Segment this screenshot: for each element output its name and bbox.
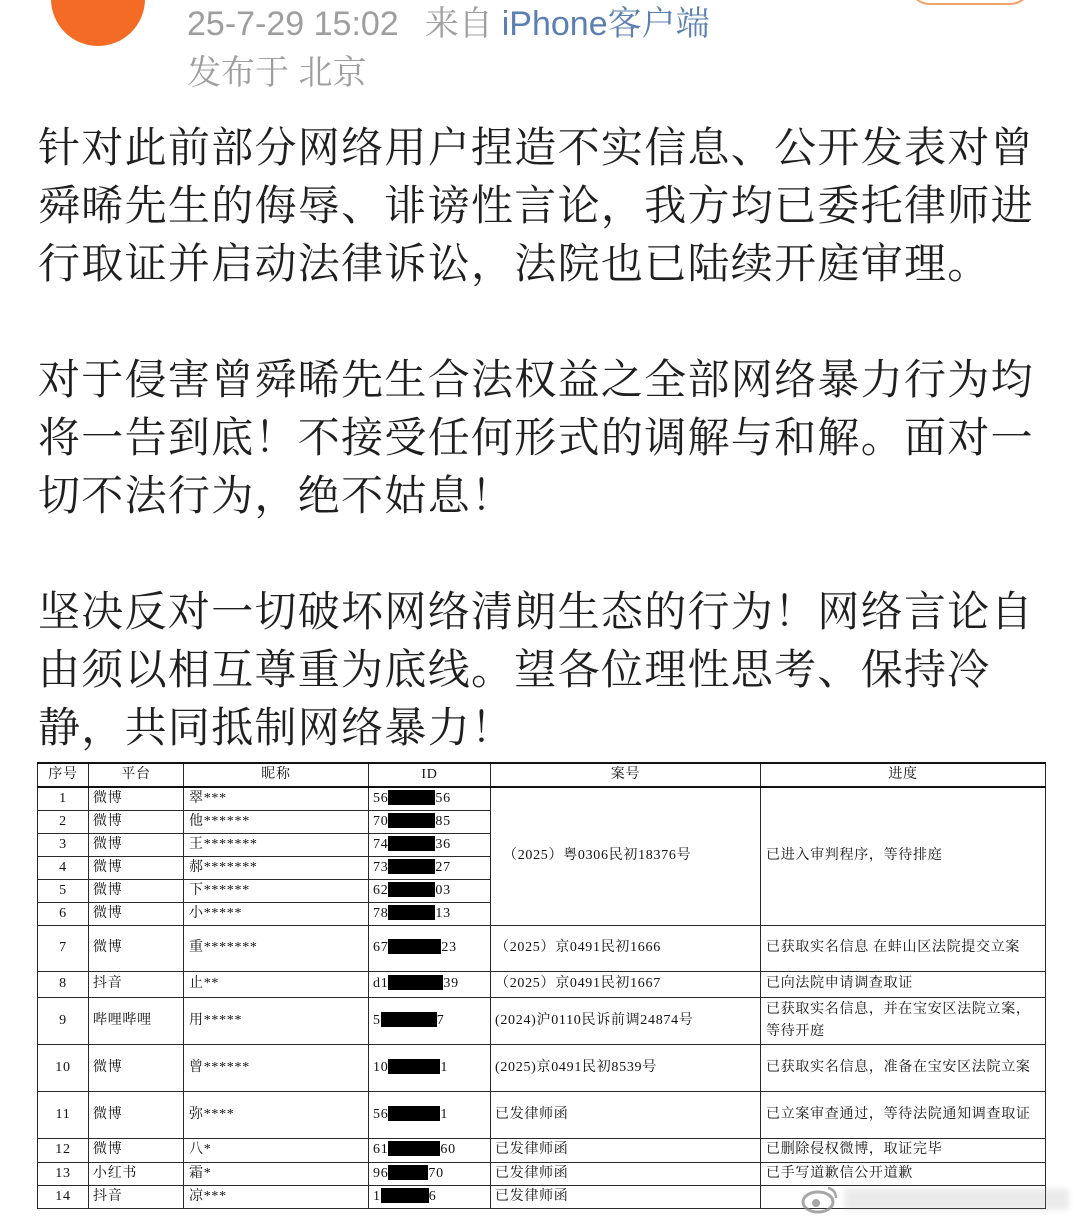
case-number-cell: （2025）京0491民初1666	[491, 925, 761, 971]
platform-cell: 微博	[89, 787, 184, 810]
platform-cell: 微博	[89, 879, 184, 902]
account-id-cell	[369, 1162, 491, 1185]
progress-cell: 已获取实名信息，准备在宝安区法院立案	[761, 1044, 1046, 1091]
id-suffix: 13	[435, 905, 451, 921]
table-row	[38, 1091, 1046, 1138]
case-table	[37, 762, 1046, 1209]
case-number-cell: 已发律师函	[491, 1162, 761, 1185]
id-prefix: 73	[373, 859, 389, 875]
row-number-cell: 13	[38, 1162, 89, 1185]
table-row	[38, 971, 1046, 997]
case-number-cell: 已发律师函	[491, 1138, 761, 1162]
account-id-cell	[369, 925, 491, 971]
attached-image-case-table[interactable]	[37, 762, 1045, 1209]
redaction-block	[388, 975, 443, 990]
account-id-cell	[369, 856, 491, 879]
id-prefix: 5	[373, 1012, 381, 1028]
platform-cell: 微博	[89, 833, 184, 856]
follow-button[interactable]	[908, 0, 1032, 5]
id-suffix: 03	[435, 882, 451, 898]
id-prefix: 70	[373, 813, 389, 829]
post-timestamp: 25-7-29 15:02	[187, 5, 399, 43]
row-number-cell: 2	[38, 810, 89, 833]
id-suffix: 85	[435, 813, 451, 829]
redaction-block	[388, 905, 435, 920]
nickname-cell: 他******	[184, 810, 369, 833]
account-id-cell	[369, 971, 491, 997]
row-number-cell: 9	[38, 997, 89, 1044]
id-prefix: 1	[373, 1188, 381, 1204]
avatar[interactable]	[51, 0, 145, 46]
id-suffix: 23	[441, 940, 457, 955]
nickname-cell: 重*******	[184, 925, 369, 971]
platform-cell: 抖音	[89, 1185, 184, 1208]
redaction-block	[388, 813, 435, 828]
progress-cell: 已获取实名信息 在蚌山区法院提交立案	[761, 925, 1046, 971]
row-number-cell: 12	[38, 1138, 89, 1162]
platform-cell: 微博	[89, 925, 184, 971]
redaction-block	[388, 882, 435, 897]
nickname-cell: 曾******	[184, 1044, 369, 1091]
row-number-cell: 3	[38, 833, 89, 856]
row-number-cell: 11	[38, 1091, 89, 1138]
header-id: ID	[369, 763, 491, 787]
id-prefix: 67	[373, 940, 389, 955]
row-number-cell: 10	[38, 1044, 89, 1091]
source-client-link[interactable]: iPhone客户端	[501, 5, 710, 43]
platform-cell: 微博	[89, 856, 184, 879]
progress-cell: 已立案审查通过，等待法院通知调查取证	[761, 1091, 1046, 1138]
row-number-cell: 6	[38, 902, 89, 925]
redaction-block	[381, 1012, 437, 1027]
platform-cell: 微博	[89, 810, 184, 833]
source-prefix: 来自	[424, 5, 493, 43]
nickname-cell: 小*****	[184, 902, 369, 925]
nickname-cell: 弥****	[184, 1091, 369, 1138]
row-number-cell: 14	[38, 1185, 89, 1208]
table-row	[38, 787, 1046, 810]
id-prefix: 78	[373, 905, 389, 921]
account-id-cell	[369, 997, 491, 1044]
nickname-cell: 八*	[184, 1138, 369, 1162]
id-prefix: 56	[373, 1106, 389, 1122]
table-row	[38, 1162, 1046, 1185]
redaction-block	[388, 1106, 440, 1121]
case-number-cell: (2025)京0491民初8539号	[491, 1044, 761, 1091]
progress-cell: 已进入审判程序，等待排庭	[761, 787, 1046, 925]
nickname-cell: 凉***	[184, 1185, 369, 1208]
redaction-block	[381, 1188, 429, 1203]
redaction-block	[388, 1141, 440, 1156]
nickname-cell: 下******	[184, 879, 369, 902]
id-prefix: 62	[373, 882, 389, 898]
account-id-cell	[369, 902, 491, 925]
row-number-cell: 5	[38, 879, 89, 902]
header-case: 案号	[491, 763, 761, 787]
nickname-cell: 用*****	[184, 997, 369, 1044]
redaction-block	[388, 1059, 440, 1074]
account-id-cell	[369, 1138, 491, 1162]
row-number-cell: 4	[38, 856, 89, 879]
redaction-block	[388, 859, 435, 874]
id-suffix: 36	[435, 836, 451, 852]
nickname-cell: 霜*	[184, 1162, 369, 1185]
redaction-block	[388, 1165, 428, 1180]
header-nickname: 昵称	[184, 763, 369, 787]
redaction-block	[388, 836, 435, 851]
id-suffix: 1	[440, 1106, 449, 1122]
id-prefix: 56	[373, 790, 389, 806]
progress-cell: 已手写道歉信公开道歉	[761, 1162, 1046, 1185]
case-number-cell: (2024)沪0110民诉前调24874号	[491, 997, 761, 1044]
header-progress: 进度	[761, 763, 1046, 787]
progress-cell: 已向法院申请调查取证	[761, 971, 1046, 997]
id-suffix: 6	[428, 1188, 437, 1204]
platform-cell: 哔哩哔哩	[89, 997, 184, 1044]
account-id-cell	[369, 1044, 491, 1091]
post-body	[38, 119, 1040, 815]
platform-cell: 微博	[89, 1044, 184, 1091]
progress-cell	[761, 1185, 1046, 1208]
post-meta	[187, 2, 710, 46]
id-suffix: 1	[440, 1059, 449, 1075]
nickname-cell: 郝*******	[184, 856, 369, 879]
table-body	[38, 787, 1046, 1208]
progress-cell: 已获取实名信息，并在宝安区法院立案，等待开庭	[761, 997, 1046, 1044]
id-suffix: 7	[436, 1012, 445, 1028]
account-id-cell	[369, 833, 491, 856]
table-row	[38, 925, 1046, 971]
table-row	[38, 1138, 1046, 1162]
header-platform: 平台	[89, 763, 184, 787]
id-suffix: 70	[428, 1165, 444, 1181]
account-id-cell	[369, 787, 491, 810]
platform-cell: 微博	[89, 902, 184, 925]
id-prefix: 74	[373, 836, 389, 852]
platform-cell: 小红书	[89, 1162, 184, 1185]
id-prefix: d1	[373, 976, 389, 991]
id-prefix: 61	[373, 1142, 389, 1157]
id-suffix: 60	[440, 1142, 456, 1157]
platform-cell: 微博	[89, 1138, 184, 1162]
nickname-cell: 止**	[184, 971, 369, 997]
table-row	[38, 1044, 1046, 1091]
platform-cell: 抖音	[89, 971, 184, 997]
table-row	[38, 1185, 1046, 1208]
account-id-cell	[369, 1091, 491, 1138]
case-number-cell: （2025）京0491民初1667	[491, 971, 761, 997]
redaction-block	[388, 790, 435, 805]
platform-cell: 微博	[89, 1091, 184, 1138]
id-suffix: 39	[443, 976, 459, 991]
post-location: 发布于 北京	[187, 54, 367, 92]
post-paragraph: 针对此前部分网络用户捏造不实信息、公开发表对曾舜晞先生的侮辱、诽谤性言论，我方均已委托律师进行取证并启动法律诉讼，法院也已陆续开庭审理。	[38, 123, 1034, 288]
header-no: 序号	[38, 763, 89, 787]
post-paragraph: 对于侵害曾舜晞先生合法权益之全部网络暴力行为均将一告到底！不接受任何形式的调解与和解。面对一切不法行为，绝不姑息！	[38, 355, 1034, 520]
redaction-block	[388, 939, 441, 954]
account-id-cell	[369, 810, 491, 833]
row-number-cell: 1	[38, 787, 89, 810]
case-number-cell: （2025）粤0306民初18376号	[491, 787, 761, 925]
case-number-cell: 已发律师函	[491, 1185, 761, 1208]
progress-cell: 已删除侵权微博，取证完毕	[761, 1138, 1046, 1162]
row-number-cell: 7	[38, 925, 89, 971]
id-suffix: 27	[435, 859, 451, 875]
table-row	[38, 997, 1046, 1044]
id-prefix: 10	[373, 1059, 389, 1075]
account-id-cell	[369, 879, 491, 902]
nickname-cell: 翠***	[184, 787, 369, 810]
id-suffix: 56	[435, 790, 451, 806]
nickname-cell: 王*******	[184, 833, 369, 856]
row-number-cell: 8	[38, 971, 89, 997]
case-number-cell: 已发律师函	[491, 1091, 761, 1138]
post-paragraph: 坚决反对一切破坏网络清朗生态的行为！网络言论自由须以相互尊重为底线。望各位理性思考、保持冷静，共同抵制网络暴力！	[38, 587, 1034, 752]
id-prefix: 96	[373, 1165, 389, 1181]
account-id-cell	[369, 1185, 491, 1208]
table-header-row	[38, 763, 1046, 787]
